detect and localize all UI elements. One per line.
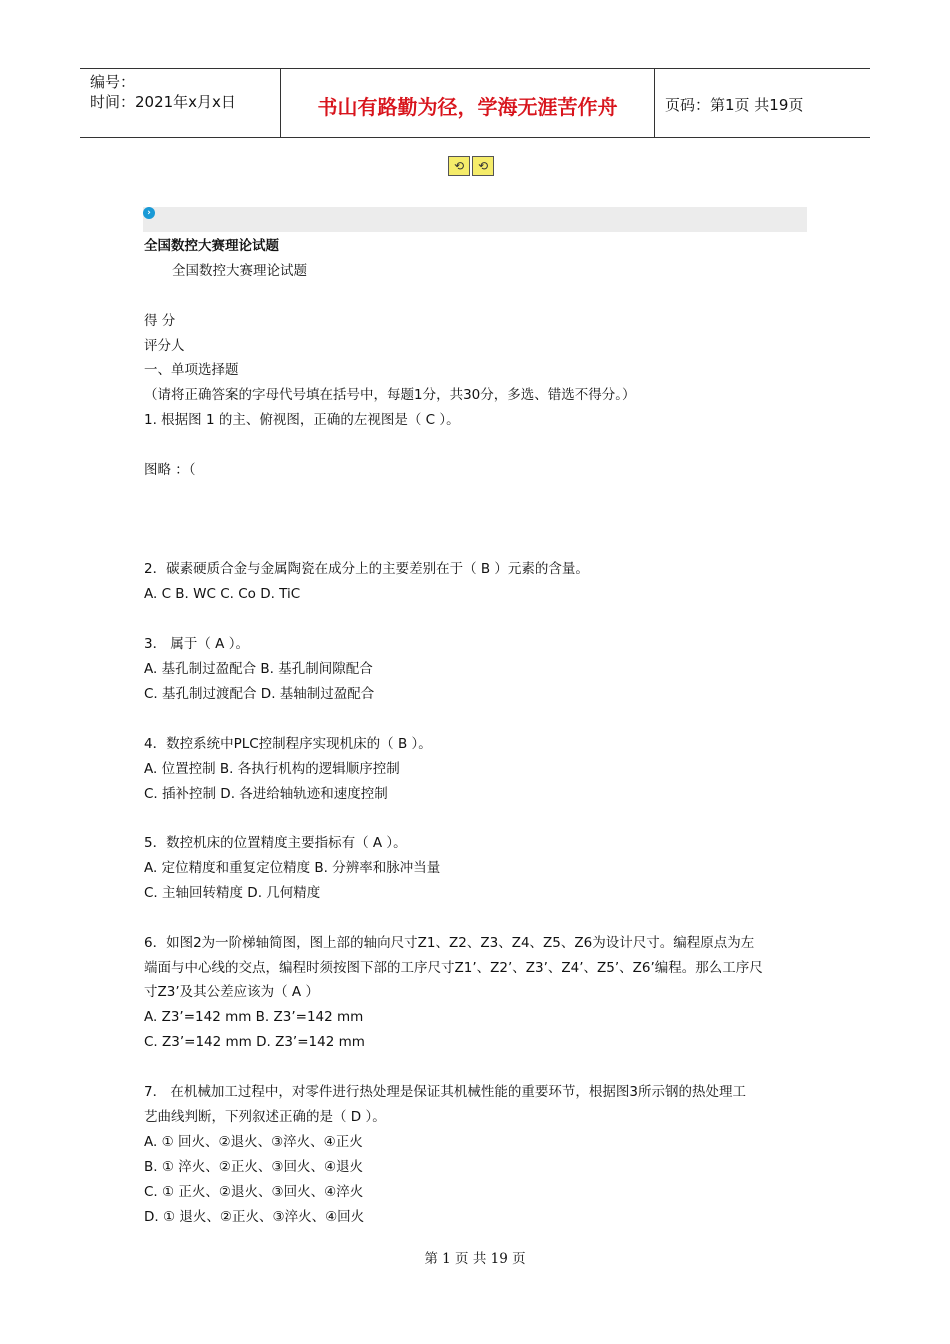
question-3-options-1: A. 基孔制过盈配合 B. 基孔制间隙配合 (144, 661, 373, 677)
question-2-options: A. C B. WC C. Co D. TiC (144, 586, 301, 602)
grader-label: 评分人 (144, 338, 185, 354)
question-7-option-d: D. ① 退火、②正火、③淬火、④回火 (144, 1209, 365, 1225)
motto-text: 书山有路勤为径，学海无涯苦作舟 (317, 95, 618, 119)
swap-icon[interactable]: ⟲ (472, 156, 494, 176)
question-7-option-c: C. ① 正火、②退火、③回火、④淬火 (144, 1184, 364, 1200)
question-4-options-2: C. 插补控制 D. 各进给轴轨迹和速度控制 (144, 786, 388, 802)
question-6-options-2: C. Z3’=142 mm D. Z3’=142 mm (144, 1034, 365, 1050)
doc-subtitle: 全国数控大赛理论试题 (172, 263, 307, 279)
question-5-options-1: A. 定位精度和重复定位精度 B. 分辨率和脉冲当量 (144, 860, 441, 876)
question-1: 1. 根据图 1 的主、俯视图，正确的左视图是（ C ）。 (144, 412, 460, 428)
time-label: 时间：2021年x月x日 (90, 93, 236, 111)
question-4-options-1: A. 位置控制 B. 各执行机构的逻辑顺序控制 (144, 761, 400, 777)
question-3: 3． 属于（ A ）。 (144, 636, 249, 652)
number-label: 编号： (90, 73, 136, 91)
doc-title: 全国数控大赛理论试题 (144, 238, 279, 254)
page-info: 页码：第1页 共19页 (665, 96, 804, 114)
question-5: 5．数控机床的位置精度主要指标有（ A ）。 (144, 835, 407, 851)
page-footer: 第 1 页 共 19 页 (424, 1251, 526, 1267)
question-6-options-1: A. Z3’=142 mm B. Z3’=142 mm (144, 1009, 364, 1025)
instructions: （请将正确答案的字母代号填在括号中，每题1分，共30分，多选、错选不得分。） (144, 387, 636, 403)
header-motto-cell (281, 69, 655, 137)
question-6-line-1: 6．如图2为一阶梯轴简图，图上部的轴向尺寸Z1、Z2、Z3、Z4、Z5、Z6为设计尺寸。编程原点为左 (144, 935, 755, 951)
question-2: 2．碳素硬质合金与金属陶瓷在成分上的主要差别在于（ B ）元素的含量。 (144, 561, 589, 577)
question-7-line-1: 7． 在机械加工过程中，对零件进行热处理是保证其机械性能的重要环节，根据图3所示钢的热处理工 (144, 1084, 746, 1100)
question-6-line-3: 寸Z3’及其公差应该为（ A ） (144, 984, 319, 1000)
question-3-options-2: C. 基孔制过渡配合 D. 基轴制过盈配合 (144, 686, 375, 702)
arrow-right-icon[interactable]: › (143, 207, 155, 219)
question-4: 4．数控系统中PLC控制程序实现机床的（ B ）。 (144, 736, 432, 752)
question-1-note: 图略 ：（ (144, 462, 196, 478)
section-heading: 一、单项选择题 (144, 362, 239, 378)
header-right-cell (655, 69, 870, 137)
section-bar (143, 207, 807, 232)
question-5-options-2: C. 主轴回转精度 D. 几何精度 (144, 885, 321, 901)
question-7-option-a: A. ① 回火、②退火、③淬火、④正火 (144, 1134, 363, 1150)
toolbar-icons (448, 156, 494, 176)
score-label: 得 分 (144, 313, 176, 329)
question-7-option-b: B. ① 淬火、②正火、③回火、④退火 (144, 1159, 364, 1175)
header-left-cell (80, 69, 281, 137)
question-6-line-2: 端面与中心线的交点，编程时须按图下部的工序尺寸Z1’、Z2’、Z3’、Z4’、Z5’、Z6’编程。那么工序尺 (144, 960, 763, 976)
page-header (80, 68, 870, 138)
question-7-line-2: 艺曲线判断，下列叙述正确的是（ D ）。 (144, 1109, 386, 1125)
swap-icon[interactable]: ⟲ (448, 156, 470, 176)
